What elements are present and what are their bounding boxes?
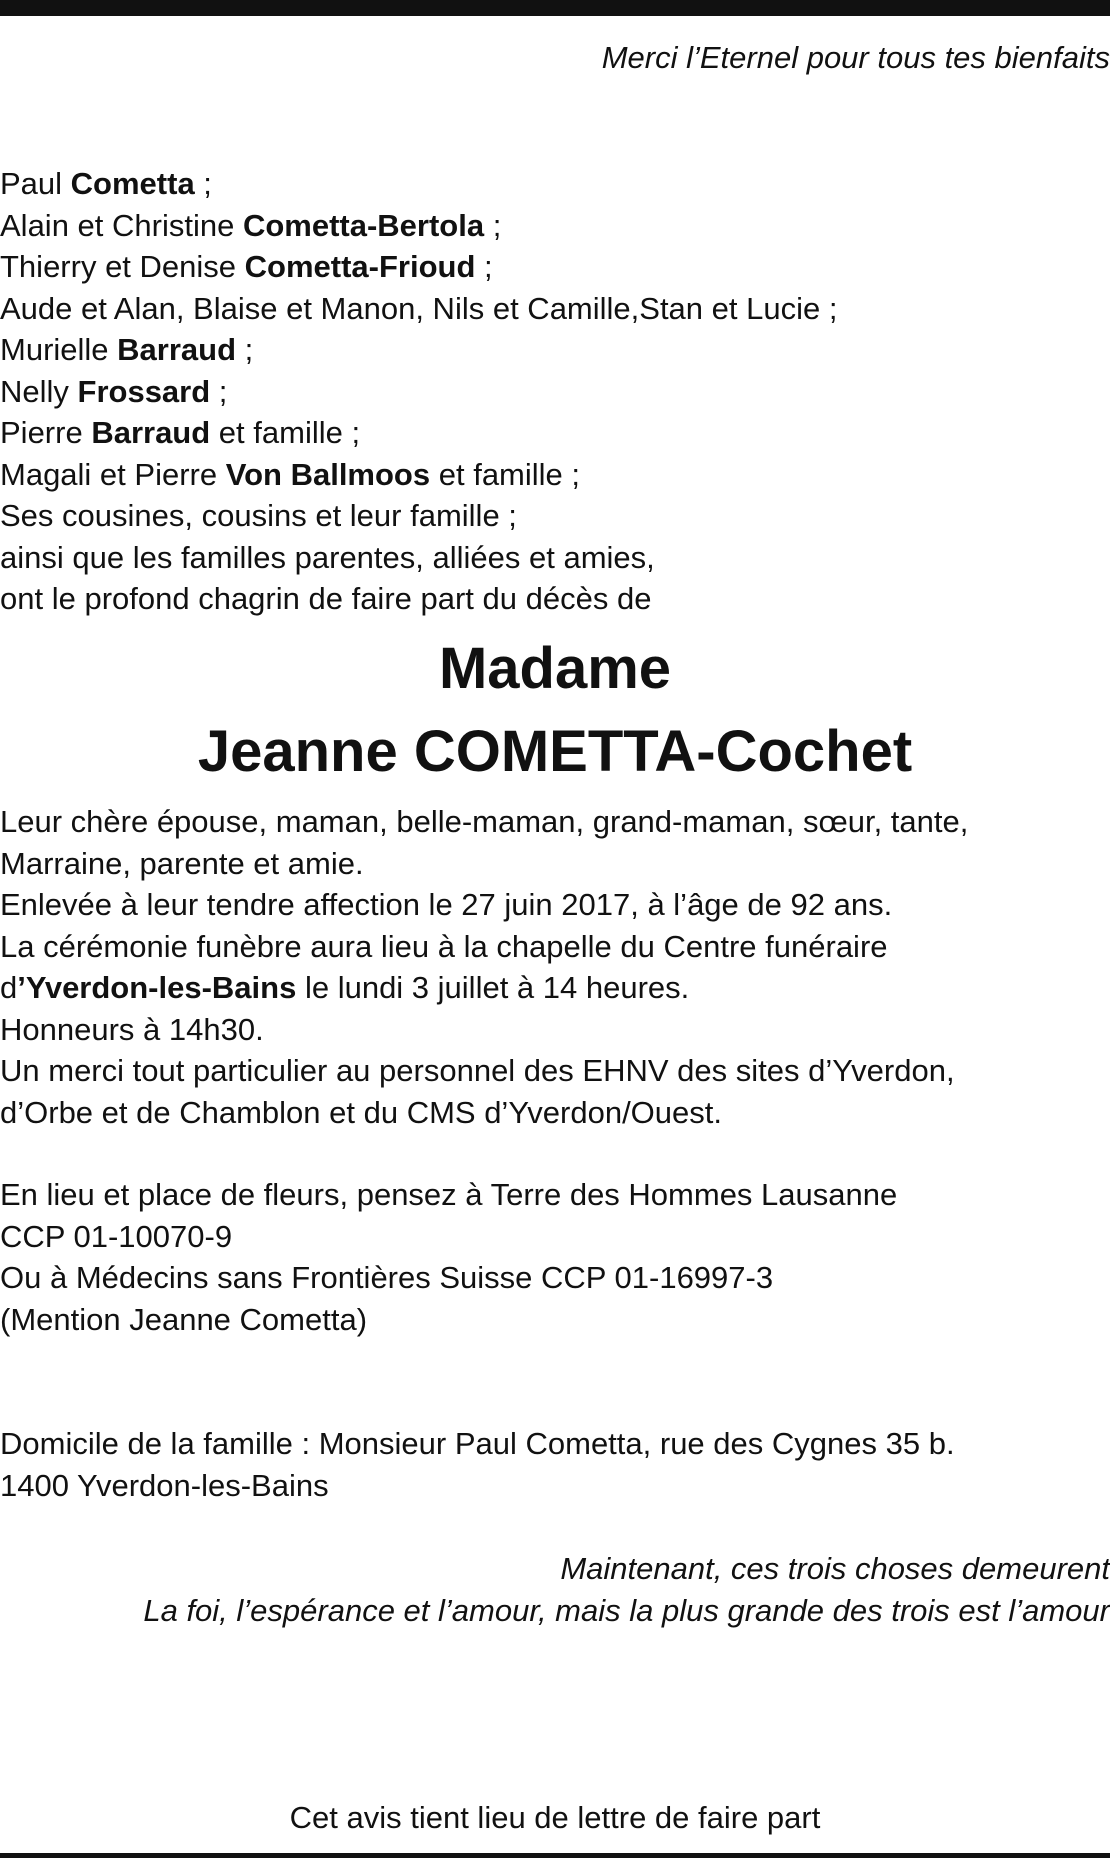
family-line: Murielle Barraud ; — [0, 332, 254, 367]
deceased-name: Jeanne COMETTA-Cochet — [197, 719, 913, 784]
address-line: Domicile de la famille : Monsieur Paul Cometta, rue des Cygnes 35 b. — [0, 1426, 955, 1461]
family-address — [0, 1423, 1100, 1506]
donation-line: Ou à Médecins sans Frontières Suisse CCP 01-16997-3 — [0, 1260, 774, 1295]
family-line: Aude et Alan, Blaise et Manon, Nils et Camille,Stan et Lucie ; — [0, 290, 838, 326]
family-line: Thierry et Denise Cometta-Frioud ; — [0, 249, 493, 284]
detail-line: d’Orbe et de Chamblon et du CMS d’Yverdon/Ouest. — [0, 1094, 723, 1130]
family-line: Nelly Frossard ; — [0, 373, 228, 409]
family-line: ainsi que les familles parentes, alliées et amies, — [0, 539, 655, 575]
detail-line: Leur chère épouse, maman, belle-maman, grand-maman, sœur, tante, — [0, 804, 969, 839]
detail-line: Un merci tout particulier au personnel des EHNV des sites d’Yverdon, — [0, 1053, 955, 1088]
donation-line: En lieu et place de fleurs, pensez à Terre des Hommes Lausanne — [0, 1177, 898, 1212]
detail-line: La cérémonie funèbre aura lieu à la chapelle du Centre funéraire — [0, 928, 888, 964]
top-rule — [0, 0, 1110, 16]
donation-info — [0, 1174, 1100, 1340]
family-line: Alain et Christine Cometta-Bertola ; — [0, 207, 502, 243]
family-list — [0, 163, 1100, 620]
footer-note: Cet avis tient lieu de lettre de faire part — [289, 1800, 821, 1835]
family-line: Ses cousines, cousins et leur famille ; — [0, 498, 517, 533]
bottom-rule — [0, 1853, 1110, 1858]
address-line: 1400 Yverdon-les-Bains — [0, 1467, 329, 1503]
donation-line: (Mention Jeanne Cometta) — [0, 1301, 368, 1337]
donation-line: CCP 01-10070-9 — [0, 1218, 233, 1254]
detail-line: d’Yverdon-les-Bains le lundi 3 juillet à 14 heures. — [0, 970, 690, 1005]
family-line: Magali et Pierre Von Ballmoos et famille ; — [0, 456, 581, 492]
verse-line: Maintenant, ces trois choses demeurent — [560, 1551, 1110, 1586]
detail-line: Honneurs à 14h30. — [0, 1011, 264, 1047]
obituary-details — [0, 801, 1100, 1133]
verse-line: La foi, l’espérance et l’amour, mais la plus grande des trois est l’amour — [143, 1592, 1110, 1628]
closing-verse — [0, 1548, 1110, 1631]
family-line: Pierre Barraud et famille ; — [0, 415, 361, 450]
detail-line: Marraine, parente et amie. — [0, 845, 364, 881]
deceased-title: Madame — [438, 636, 672, 701]
detail-line: Enlevée à leur tendre affection le 27 juin 2017, à l’âge de 92 ans. — [0, 887, 893, 922]
announcement-line: ont le profond chagrin de faire part du décès de — [0, 581, 652, 616]
family-line: Paul Cometta ; — [0, 166, 212, 201]
opening-verse: Merci l’Eternel pour tous tes bienfaits — [601, 40, 1110, 75]
